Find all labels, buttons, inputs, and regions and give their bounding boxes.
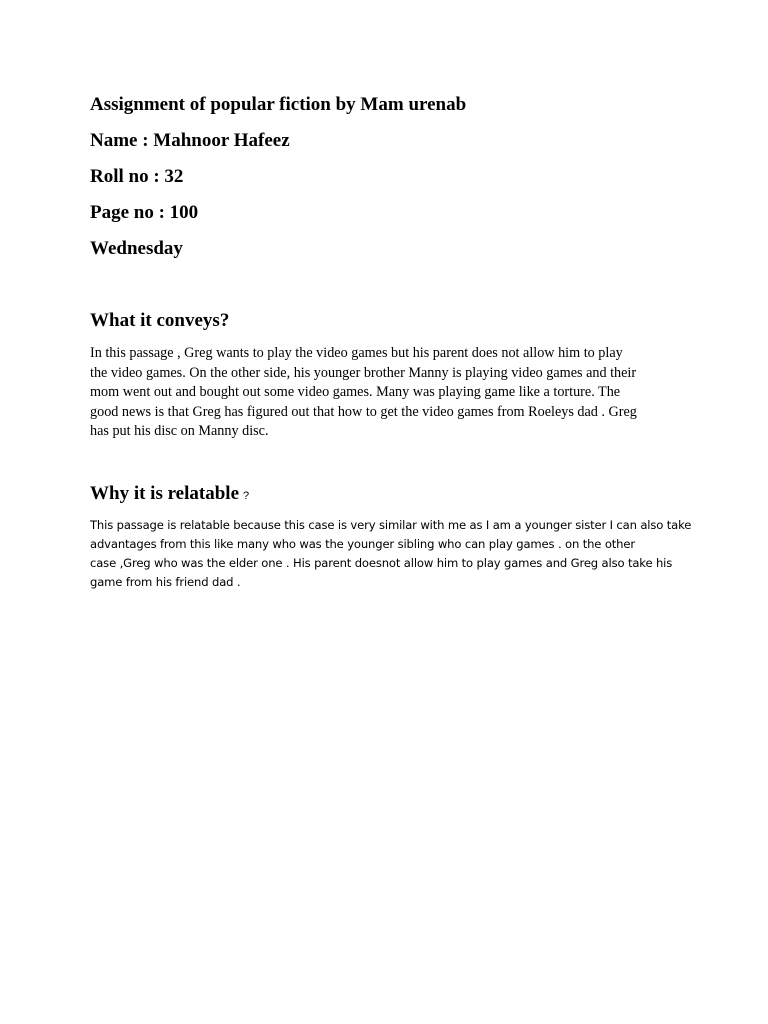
- relatable-paragraph: [90, 516, 690, 592]
- relatable-line: case ,Greg who was the elder one . His parent doesnot allow him to play games and Greg also take his: [90, 556, 673, 570]
- relatable-heading-text: Why it is relatable: [90, 483, 240, 504]
- conveys-line: the video games. On the other side, his younger brother Manny is playing video games and their: [90, 364, 637, 381]
- roll-number: Roll no : 32: [90, 166, 184, 187]
- weekday: Wednesday: [90, 238, 183, 259]
- conveys-line: has put his disc on Manny disc.: [90, 423, 269, 439]
- conveys-line: In this passage , Greg wants to play the video games but his parent does not allow him to play: [90, 345, 623, 361]
- conveys-line: mom went out and bought out some video games. Many was playing game like a torture. The: [90, 384, 621, 400]
- relatable-heading-suffix: ?: [243, 490, 250, 502]
- conveys-paragraph: [90, 344, 690, 442]
- page-number: Page no : 100: [90, 202, 199, 223]
- relatable-line: game from his friend dad .: [90, 575, 241, 589]
- relatable-heading: [90, 482, 249, 508]
- conveys-line: good news is that Greg has figured out that how to get the video games from Roeleys dad . Greg: [90, 403, 637, 420]
- student-name: Name : Mahnoor Hafeez: [90, 130, 290, 151]
- assignment-title: Assignment of popular fiction by Mam urenab: [90, 94, 467, 115]
- conveys-heading: What it conveys?: [90, 310, 230, 331]
- relatable-line: advantages from this like many who was the younger sibling who can play games . on the other: [90, 537, 635, 551]
- relatable-line: This passage is relatable because this case is very similar with me as I am a younger sister I can also take: [90, 518, 692, 532]
